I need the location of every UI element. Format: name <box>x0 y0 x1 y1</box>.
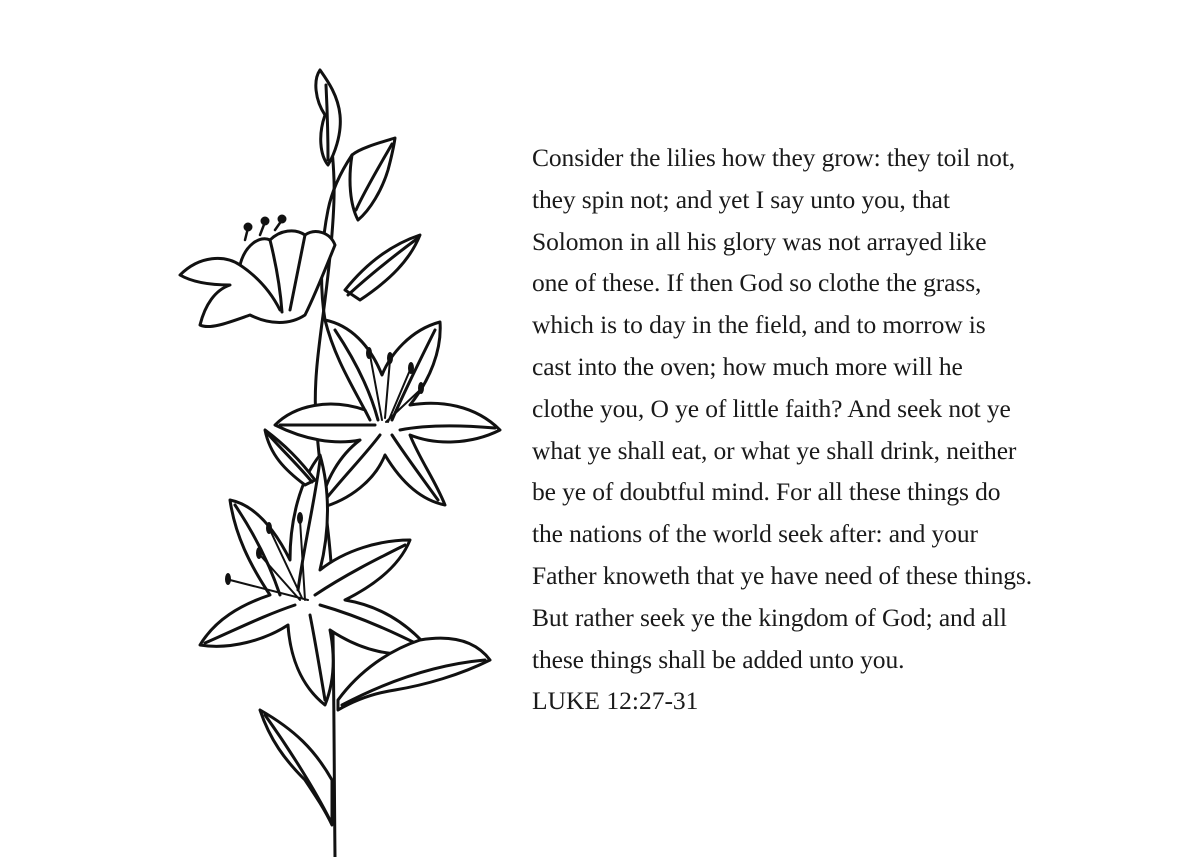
verse-line: the nations of the world seek after: and your <box>532 519 978 549</box>
verse-line: one of these. If then God so clothe the grass, <box>532 268 982 298</box>
verse-line: these things shall be added unto you. <box>532 644 905 674</box>
verse-line: Father knoweth that ye have need of these things. <box>532 560 1032 590</box>
scripture-reference: LUKE 12:27-31 <box>532 686 699 716</box>
verse-line: Solomon in all his glory was not arrayed like <box>532 226 987 256</box>
verse-line: be ye of doubtful mind. For all these things do <box>532 477 1001 507</box>
verse-line: which is to day in the field, and to morrow is <box>532 310 986 340</box>
scripture-passage <box>532 137 1092 722</box>
verse-line: what ye shall eat, or what ye shall drink, neither <box>532 435 1017 465</box>
verse-line: Consider the lilies how they grow: they toil not, <box>532 143 1016 172</box>
verse-line: they spin not; and yet I say unto you, that <box>532 184 950 214</box>
lily-illustration <box>120 60 520 857</box>
verse-line: clothe you, O ye of little faith? And seek not ye <box>532 393 1011 423</box>
verse-line: But rather seek ye the kingdom of God; and all <box>532 602 1007 632</box>
leaf-lower-left <box>260 710 332 825</box>
verse-line: cast into the oven; how much more will he <box>532 351 963 381</box>
